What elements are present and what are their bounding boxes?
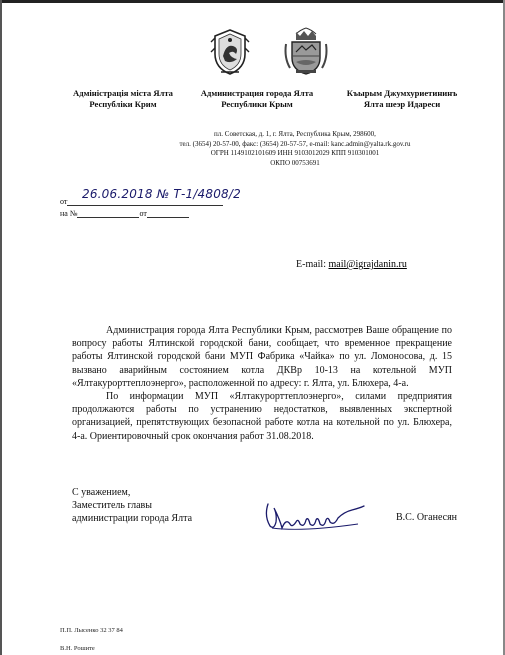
org-name-crimean-tatar xyxy=(327,88,477,110)
org-name-ukrainian xyxy=(58,88,188,110)
email-label: E-mail: xyxy=(296,259,326,270)
incoming-date-label: от xyxy=(139,209,147,218)
yalta-coat-of-arms-icon xyxy=(282,26,330,76)
address-line-2: тел. (3654) 20-57-00, факс: (3654) 20-57-57, e-mail: kanc.admin@yalta.rk.gov.ru xyxy=(179,139,411,148)
incoming-number-label: на № xyxy=(60,209,78,218)
org-ua-line2: Республіки Крим xyxy=(89,99,157,109)
scan-edge-top xyxy=(0,0,505,3)
executor-line-2: В.Н. Рошите xyxy=(60,645,95,652)
org-ru-line1: Администрация города Ялта xyxy=(200,88,314,98)
address-line-3: ОГРН 1149102101609 ИНН 9103012029 КПП 910301001 xyxy=(210,149,380,158)
closing-block xyxy=(72,486,192,525)
outgoing-from-label: от xyxy=(60,197,68,206)
handwritten-registration-number: 26.06.2018 № Т-1/4808/2 xyxy=(82,187,241,201)
incoming-date-underline xyxy=(147,208,189,218)
org-ru-line2: Республики Крым xyxy=(221,99,293,109)
scan-edge-left xyxy=(0,0,2,655)
executor-line: П.П. Лысенко 32 37 84 xyxy=(60,627,123,634)
org-name-russian xyxy=(192,88,322,110)
closing-position: Заместитель главы xyxy=(72,500,152,511)
recipient-email xyxy=(296,259,407,270)
address-line-1: пл. Советская, д. 1, г. Ялта, Республика Крым, 298600, xyxy=(214,130,376,138)
letter-body xyxy=(72,324,452,443)
closing-organization: администрации города Ялта xyxy=(72,513,193,524)
body-paragraph-2: По информации МУП «Ялтакурорттеплоэнерго», силами предприятия продолжаются работы по устранению недостатков, выявленных экспертной организацией, препятствующих безопасной работе котла на котельной по ул. Блюхера, 4-а. Ориентировочный срок окончания работ 31.08.2018. xyxy=(72,391,452,442)
org-ct-line1: Къырым Джумхуриетининъ xyxy=(346,88,458,98)
body-paragraph-1: Администрация города Ялта Республики Крым, рассмотрев Ваше обращение по вопросу работы Ялтинской городской бани, сообщает, что временное прекращение работы Ялтинской городской бани МУП Фабрика «Чайка» по ул. Ломоносова, д. 15 вызвано аварийным состоянием котла ДКВр 10-13 на котельной МУП «Ялтакурорттеплоэнерго», расположенной по адресу: г. Ялта, ул. Блюхера, 4-а. xyxy=(72,325,452,389)
org-ua-line1: Адміністрація міста Ялта xyxy=(73,88,173,98)
signature-icon xyxy=(262,500,368,534)
address-block xyxy=(110,130,480,168)
signer-name: В.С. Оганесян xyxy=(396,512,458,523)
email-link[interactable]: mail@igrajdanin.ru xyxy=(328,259,407,270)
incoming-number-underline xyxy=(77,208,139,218)
crimea-coat-of-arms-icon xyxy=(209,26,251,76)
address-line-4: ОКПО 00753691 xyxy=(270,158,320,167)
closing-regards: С уважением, xyxy=(72,487,131,498)
org-ct-line2: Ялта шеэр Идареси xyxy=(363,99,441,109)
incoming-registration-line xyxy=(60,208,189,218)
